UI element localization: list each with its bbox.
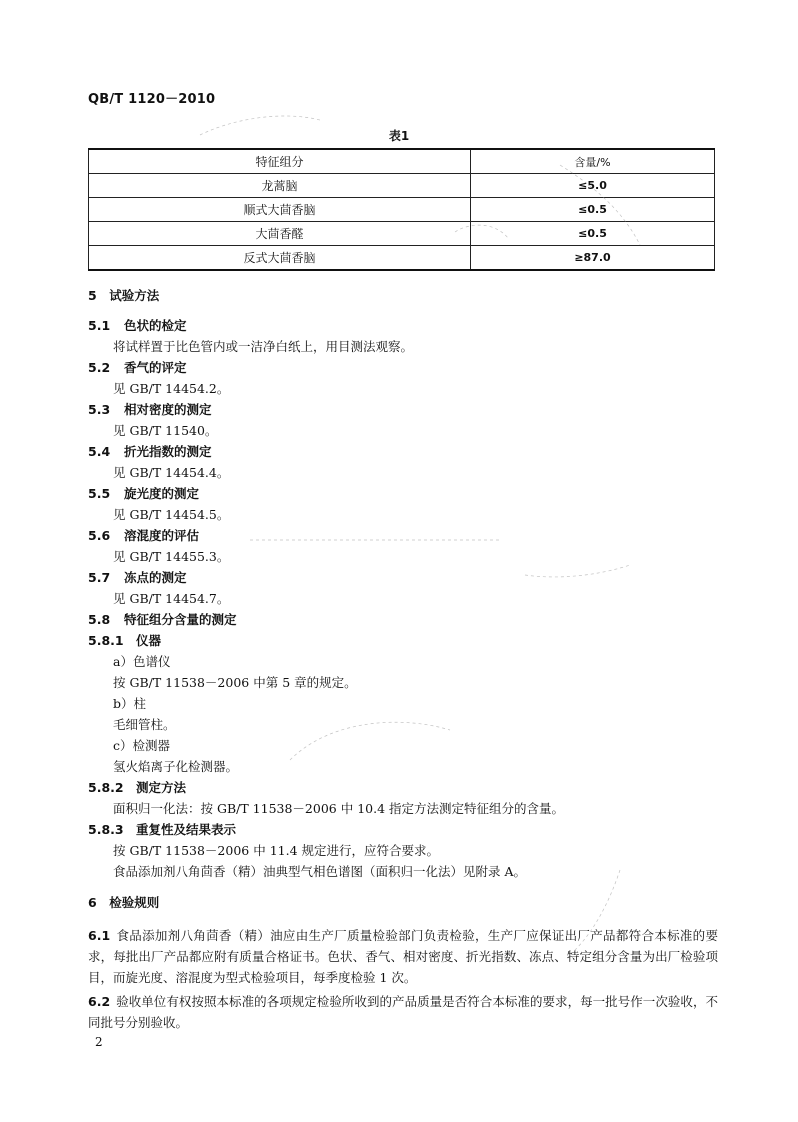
section-5-8-2-heading <box>88 780 186 796</box>
section-6-title: 6 检验规则 <box>88 895 160 910</box>
section-5-8-3-text-1: 按 GB/T 11538－2006 中 11.4 规定进行，应符合要求。 <box>113 843 439 858</box>
table-cell: 大茴香醛 <box>89 222 471 246</box>
section-5-4-heading <box>88 444 212 460</box>
section-number: 6.2 <box>88 994 111 1009</box>
table-row <box>89 198 715 222</box>
section-5-8-2-text: 面积归一化法：按 GB/T 11538－2006 中 10.4 指定方法测定特征组分的含量。 <box>113 801 564 816</box>
table-cell: ≤5.0 <box>471 174 715 198</box>
scan-mark <box>525 565 630 577</box>
page-number: 2 <box>95 1035 103 1049</box>
instrument-c-label: c）检测器 <box>113 738 171 753</box>
paragraph-text: 验收单位有权按照本标准的各项规定检验所收到的产品质量是否符合本标准的要求，每一批号作一次验收，不同批号分别验收。 <box>88 994 718 1030</box>
section-number: 5.5 <box>88 486 111 501</box>
section-title: 冻点的测定 <box>124 570 187 585</box>
table-cell: 反式大茴香脑 <box>89 246 471 271</box>
paragraph-text: 食品添加剂八角茴香（精）油应由生产厂质量检验部门负责检验，生产厂应保证出厂产品都符合本标准的要求，每批出厂产品都应附有质量合格证书。色状、香气、相对密度、折光指数、冻点、特定组分含量为出厂检验项目，而旋光度、溶混度为型式检验项目，每季度检验 1 次。 <box>88 928 718 985</box>
section-5-2-text: 见 GB/T 14454.2。 <box>113 381 230 396</box>
scan-mark <box>290 722 450 760</box>
instrument-b-label: b）柱 <box>113 696 147 711</box>
section-5-3-text: 见 GB/T 11540。 <box>113 423 218 438</box>
instrument-b-text: 毛细管柱。 <box>113 717 176 732</box>
table-row <box>89 246 715 271</box>
section-number: 5.8.3 <box>88 822 124 837</box>
table-row <box>89 222 715 246</box>
section-5-6-text: 见 GB/T 14455.3。 <box>113 549 230 564</box>
section-number: 5.8 <box>88 612 111 627</box>
section-title: 重复性及结果表示 <box>136 822 237 837</box>
table-caption: 表1 <box>388 129 410 143</box>
section-5-6-heading <box>88 528 199 544</box>
section-5-7-heading <box>88 570 187 586</box>
table-header-row <box>89 149 715 174</box>
section-6-1-paragraph <box>88 925 718 988</box>
section-number: 5.2 <box>88 360 111 375</box>
section-title: 折光指数的测定 <box>124 444 212 459</box>
section-number: 5.7 <box>88 570 111 585</box>
section-number: 5.6 <box>88 528 111 543</box>
table-cell: ≤0.5 <box>471 198 715 222</box>
instrument-a-text: 按 GB/T 11538－2006 中第 5 章的规定。 <box>113 675 357 690</box>
instrument-a-label: a）色谱仪 <box>113 654 171 669</box>
section-5-1-text: 将试样置于比色管内或一洁净白纸上，用目测法观察。 <box>113 339 414 354</box>
section-title: 香气的评定 <box>124 360 187 375</box>
section-title: 特征组分含量的测定 <box>124 612 237 627</box>
section-5-5-heading <box>88 486 199 502</box>
section-5-7-text: 见 GB/T 14454.7。 <box>113 591 230 606</box>
section-5-title: 5 试验方法 <box>88 288 160 303</box>
standard-code: QB/T 1120－2010 <box>88 92 216 107</box>
header-component: 特征组分 <box>89 149 471 174</box>
table-cell: 龙蒿脑 <box>89 174 471 198</box>
section-5-8-3-text-2: 食品添加剂八角茴香（精）油典型气相色谱图（面积归一化法）见附录 A。 <box>113 864 527 879</box>
section-5-5-text: 见 GB/T 14454.5。 <box>113 507 230 522</box>
table-cell: ≥87.0 <box>471 246 715 271</box>
table-cell: ≤0.5 <box>471 222 715 246</box>
section-5-4-text: 见 GB/T 14454.4。 <box>113 465 230 480</box>
section-title: 相对密度的测定 <box>124 402 212 417</box>
instrument-c-text: 氢火焰离子化检测器。 <box>113 759 239 774</box>
section-number: 5.1 <box>88 318 111 333</box>
table-cell: 顺式大茴香脑 <box>89 198 471 222</box>
header-content: 含量/% <box>471 149 715 174</box>
table-row <box>89 174 715 198</box>
section-number: 5.3 <box>88 402 111 417</box>
section-5-8-heading <box>88 612 237 628</box>
section-5-1-heading <box>88 318 187 334</box>
section-title: 仪器 <box>136 633 162 648</box>
section-title: 溶混度的评估 <box>124 528 200 543</box>
section-number: 5.4 <box>88 444 111 459</box>
section-title: 色状的检定 <box>124 318 187 333</box>
section-5-8-1-heading <box>88 633 161 649</box>
composition-table <box>88 148 715 271</box>
section-6-2-paragraph <box>88 991 718 1033</box>
section-number: 6.1 <box>88 928 111 943</box>
section-5-2-heading <box>88 360 187 376</box>
section-title: 旋光度的测定 <box>124 486 200 501</box>
section-5-3-heading <box>88 402 212 418</box>
section-number: 5.8.1 <box>88 633 124 648</box>
section-5-8-3-heading <box>88 822 236 838</box>
section-title: 测定方法 <box>136 780 187 795</box>
section-number: 5.8.2 <box>88 780 124 795</box>
